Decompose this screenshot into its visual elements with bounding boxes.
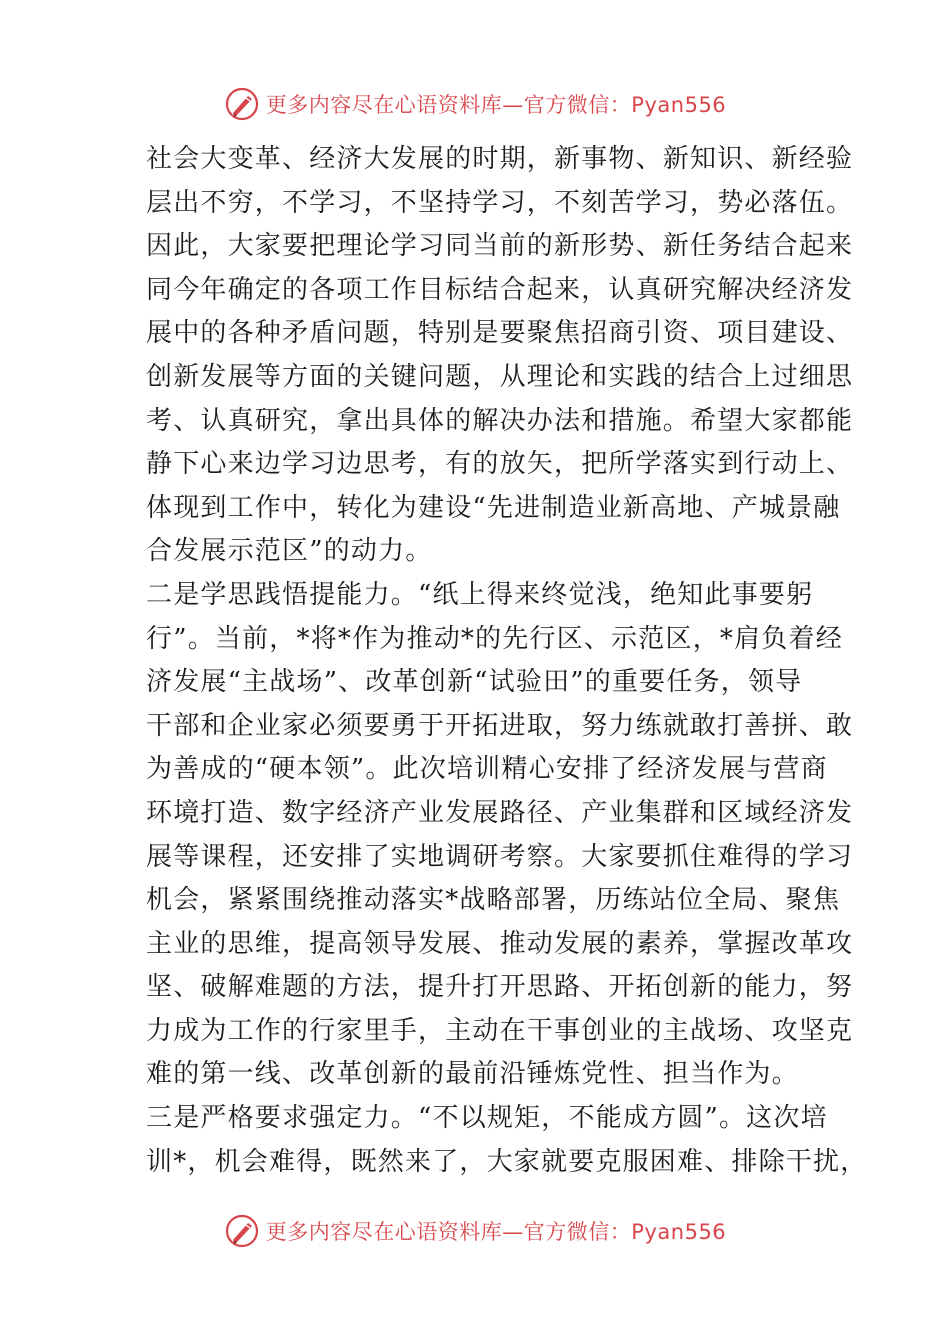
pen-logo-icon	[224, 86, 260, 122]
text-line: 层出不穷，不学习，不坚持学习，不刻苦学习，势必落伍。	[146, 187, 854, 218]
document-body	[146, 138, 868, 1184]
text-line: 合发展示范区”的动力。	[146, 536, 433, 567]
text-line: 社会大变革、经济大发展的时期，新事物、新知识、新经验	[146, 144, 854, 174]
header-banner-text: 更多内容尽在心语资料库—官方微信：Pyan556	[265, 93, 727, 117]
text-line: 展中的各种矛盾问题，特别是要聚焦招商引资、项目建设、	[146, 318, 854, 349]
paragraph-heading-line: 二是学思践悟提能力。“纸上得来终觉浅，绝知此事要躬	[146, 579, 814, 610]
text-line: 同今年确定的各项工作目标结合起来，认真研究解决经济发	[146, 274, 854, 305]
text-line: 为善成的“硬本领”。此次培训精心安排了经济发展与营商	[146, 754, 828, 785]
text-line: 主业的思维，提高领导发展、推动发展的素养，掌握改革攻	[146, 928, 854, 959]
text-line: 行”。当前，*将*作为推动*的先行区、示范区，*肩负着经	[146, 623, 843, 654]
text-line: 因此，大家要把理论学习同当前的新形势、新任务结合起来	[146, 231, 854, 262]
text-line: 干部和企业家必须要勇于开拓进取，努力练就敢打善拼、敢	[146, 710, 854, 741]
text-line: 难的第一线、改革创新的最前沿锤炼党性、担当作为。	[146, 1059, 799, 1090]
text-line: 展等课程，还安排了实地调研考察。大家要抓住难得的学习	[146, 841, 854, 872]
text-line: 创新发展等方面的关键问题，从理论和实践的结合上过细思	[146, 361, 854, 392]
text-line: 机会，紧紧围绕推动落实*战略部署，历练站位全局、聚焦	[146, 885, 841, 916]
text-line: 考、认真研究，拿出具体的解决办法和措施。希望大家都能	[146, 405, 854, 436]
pen-logo-icon	[224, 1213, 260, 1249]
header-watermark-banner	[0, 82, 950, 126]
text-line: 济发展“主战场”、改革创新“试验田”的重要任务，领导	[146, 667, 803, 698]
text-line: 体现到工作中，转化为建设“先进制造业新高地、产城景融	[146, 492, 841, 523]
text-line: 力成为工作的行家里手，主动在干事创业的主战场、攻坚克	[146, 1015, 854, 1046]
footer-watermark-banner	[0, 1209, 950, 1253]
text-line: 坚、破解难题的方法，提升打开思路、开拓创新的能力，努	[146, 972, 854, 1003]
footer-banner-text: 更多内容尽在心语资料库—官方微信：Pyan556	[265, 1220, 727, 1244]
text-line: 训*，机会难得，既然来了，大家就要克服困难、排除干扰，	[146, 1146, 868, 1177]
paragraph-heading-line: 三是严格要求强定力。“不以规矩，不能成方圆”。这次培	[146, 1103, 828, 1134]
text-line: 静下心来边学习边思考，有的放矢，把所学落实到行动上、	[146, 449, 854, 480]
text-line: 环境打造、数字经济产业发展路径、产业集群和区域经济发	[146, 797, 854, 828]
